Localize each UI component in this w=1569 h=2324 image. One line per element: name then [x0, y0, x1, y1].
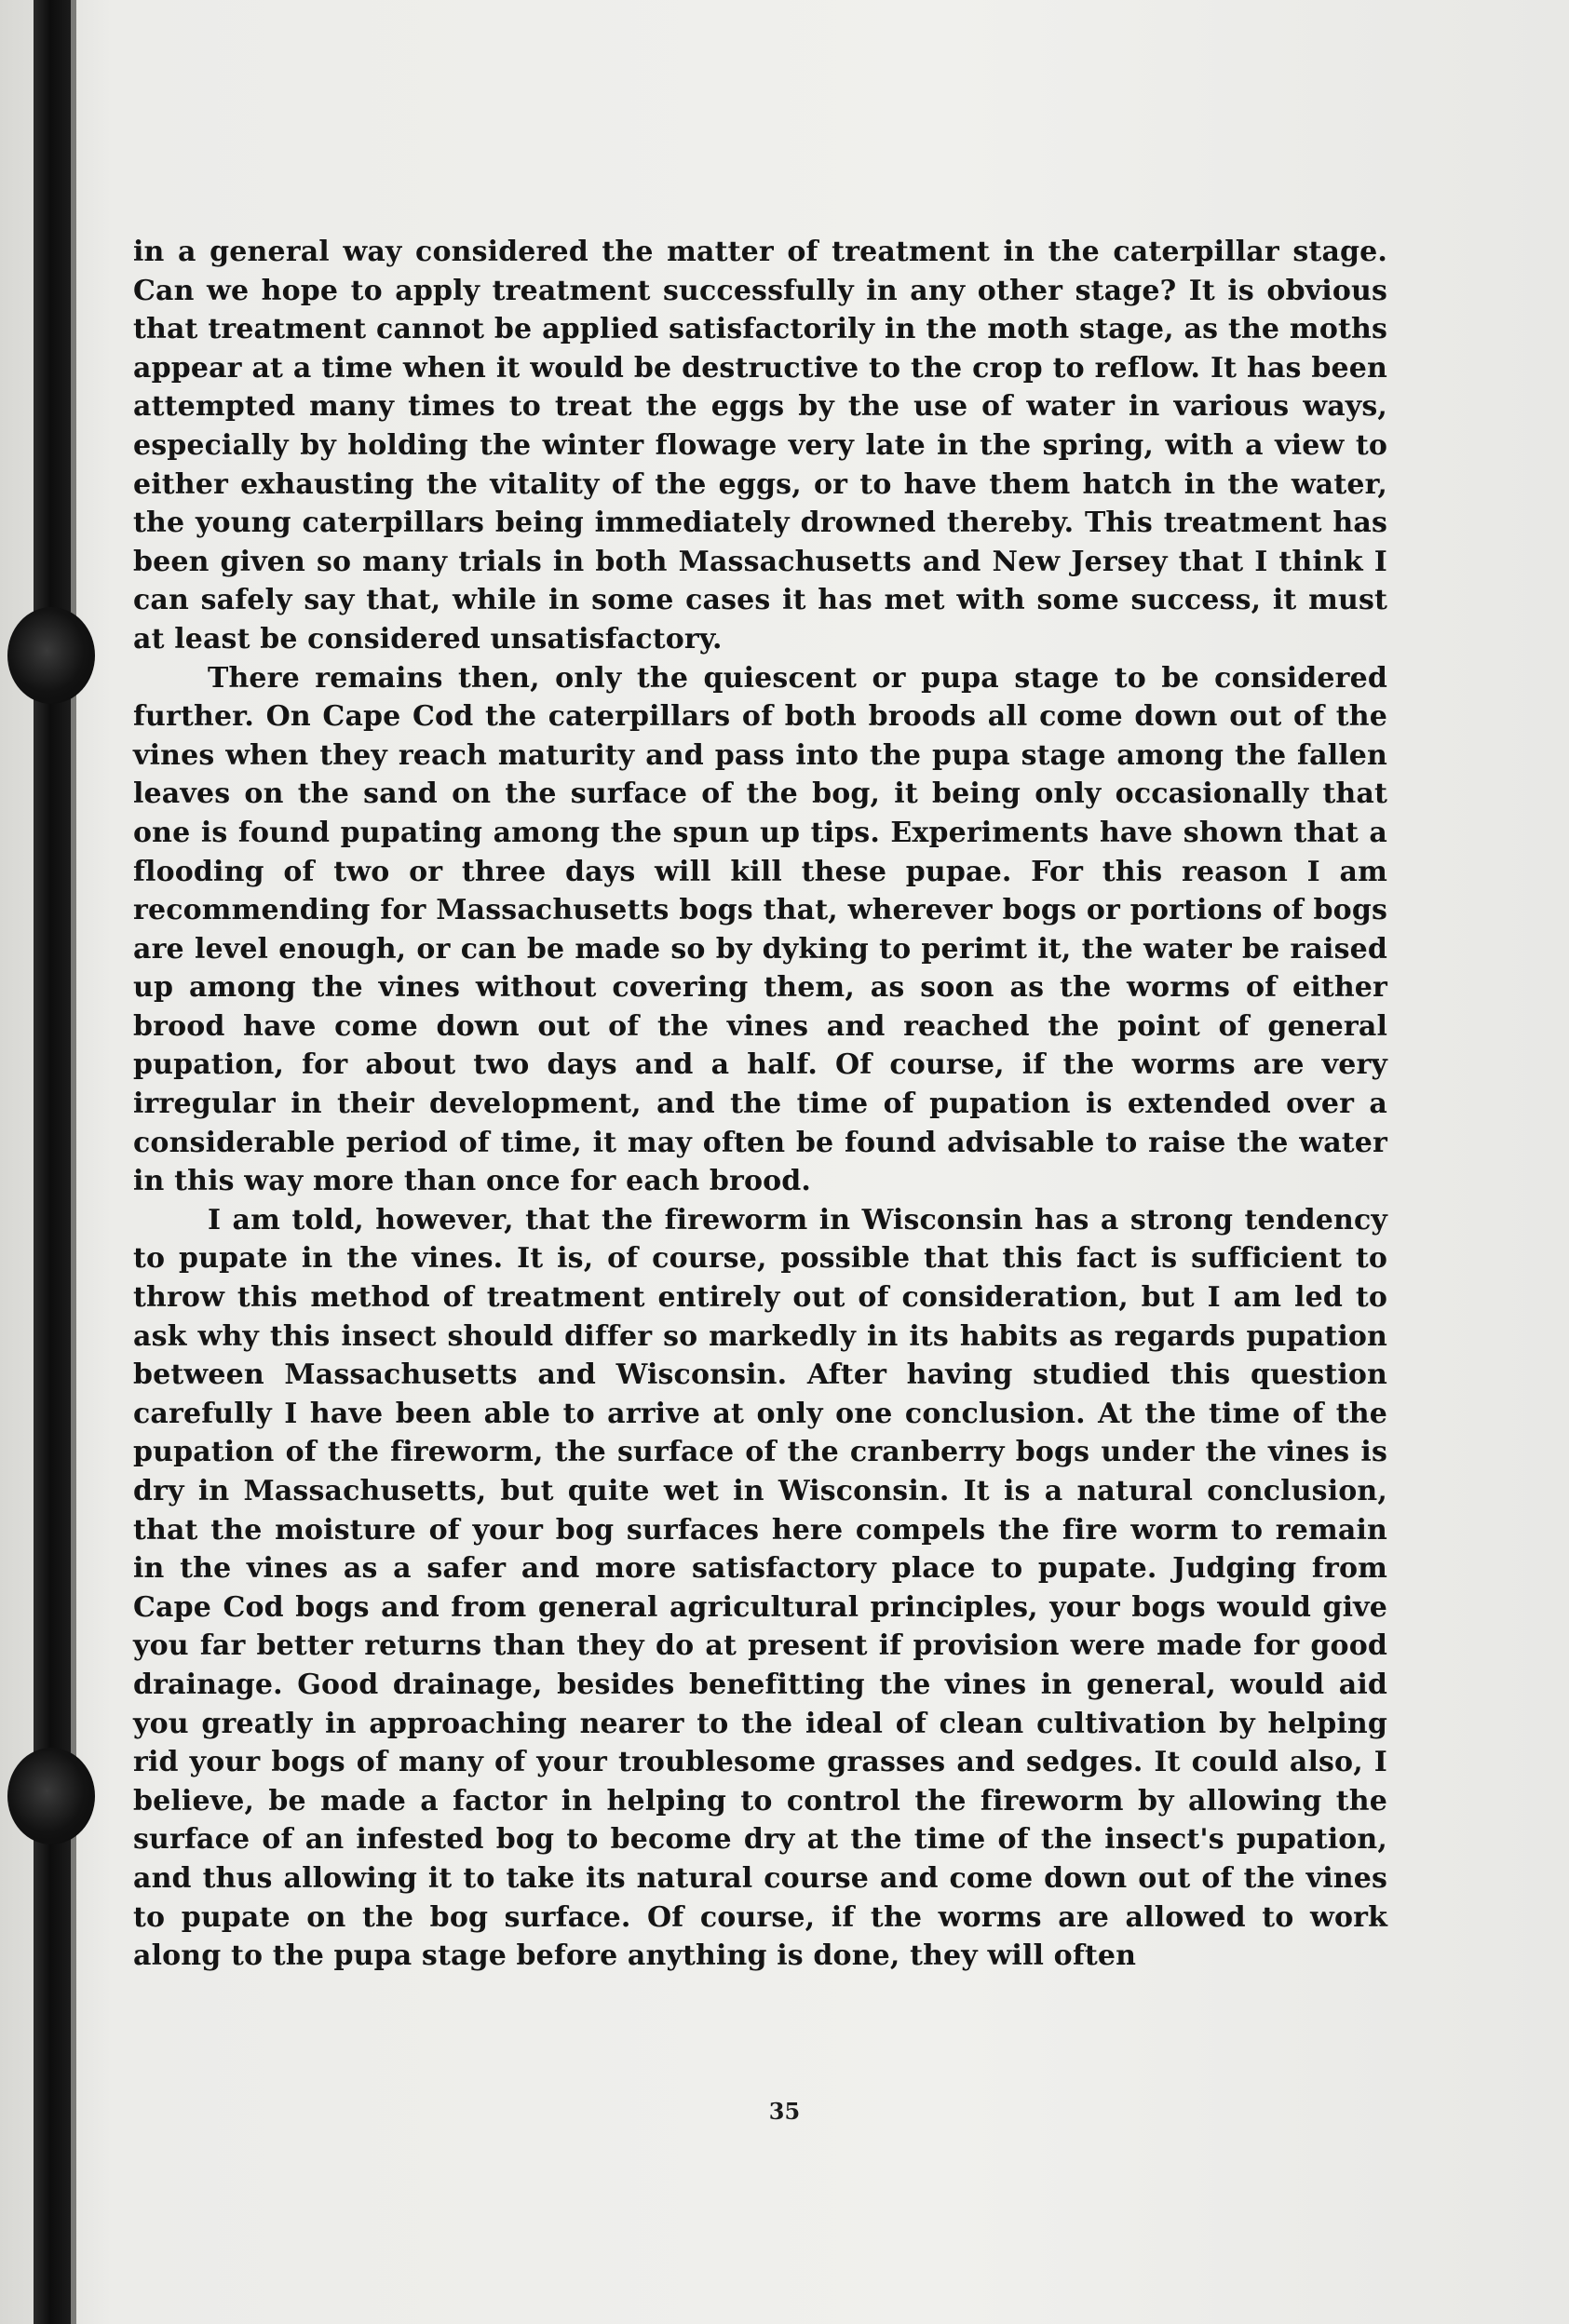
page-number: 35 [768, 2098, 801, 2125]
punch-hole-upper [7, 607, 95, 704]
punch-hole-lower [7, 1748, 95, 1844]
binding-edge [34, 0, 71, 2324]
paragraph-1: in a general way considered the matter of treatment in the caterpillar stage. Can we hope to apply treatment successfully in any other stage? It is obvious that treatment cannot be applied satisfactorily in the moth stage, as the moths appear at a time when it would be destructive to the crop to reflow. It has been attempted many times to treat the eggs by the use of water in various ways, especially by holding the winter flowage very late in the spring, with a view to either exhausting the vitality of the eggs, or to have them hatch in the water, the young caterpillars being immediately drowned thereby. This treatment has been given so many trials in both Massachusetts and New Jersey that I think I can safely say that, while in some cases it has met with some success, it must at least be considered unsatisfactory. [133, 236, 1387, 655]
binding-edge-shadow [71, 0, 76, 2324]
paragraph-3: I am told, however, that the fireworm in Wisconsin has a strong tendency to pupate in the vines. It is, of course, possible that this fact is sufficient to throw this method of treatment entirely out of consideration, but I am led to ask why this insect should differ so markedly in its habits as regards pupation between Massachusetts and Wisconsin. After having studied this question carefully I have been able to arrive at only one conclusion. At the time of the pupation of the fireworm, the surface of the cranberry bogs under the vines is dry in Massachusetts, but quite wet in Wisconsin. It is a natural conclusion, that the moisture of your bog surfaces here compels the fire worm to remain in the vines as a safer and more satisfactory place to pupate. Judging from Cape Cod bogs and from general agricultural principles, your bogs would give you far better returns than they do at present if provision were made for good drainage. Good drainage, besides benefitting the vines in general, would aid you greatly in approaching nearer to the ideal of clean cultivation by helping rid your bogs of many of your troublesome grasses and sedges. It could also, I believe, be made a factor in helping to control the fireworm by allowing the surface of an infested bog to become dry at the time of the insect's pupation, and thus allowing it to take its natural course and come down out of the vines to pupate on the bog surface. Of course, if the worms are allowed to work along to the pupa stage before anything is done, they will often [133, 1203, 1387, 1973]
paragraph-2: There remains then, only the quiescent or pupa stage to be considered further. On Cape Cod the caterpillars of both broods all come down out of the vines when they reach maturity and pass into the pupa stage among the fallen leaves on the sand on the surface of the bog, it being only occasionally that one is found pupating among the spun up tips. Experiments have shown that a flooding of two or three days will kill these pupae. For this reason I am recommending for Massachusetts bogs that, wherever bogs or portions of bogs are level enough, or can be made so by dyking to perimt it, the water be raised up among the vines without covering them, as soon as the worms of either brood have come down out of the vines and reached the point of general pupation, for about two days and a half. Of course, if the worms are very irregular in their development, and the time of pupation is extended over a considerable period of time, it may often be found advisable to raise the water in this way more than once for each brood. [133, 661, 1387, 1198]
body-text [133, 233, 1387, 1976]
